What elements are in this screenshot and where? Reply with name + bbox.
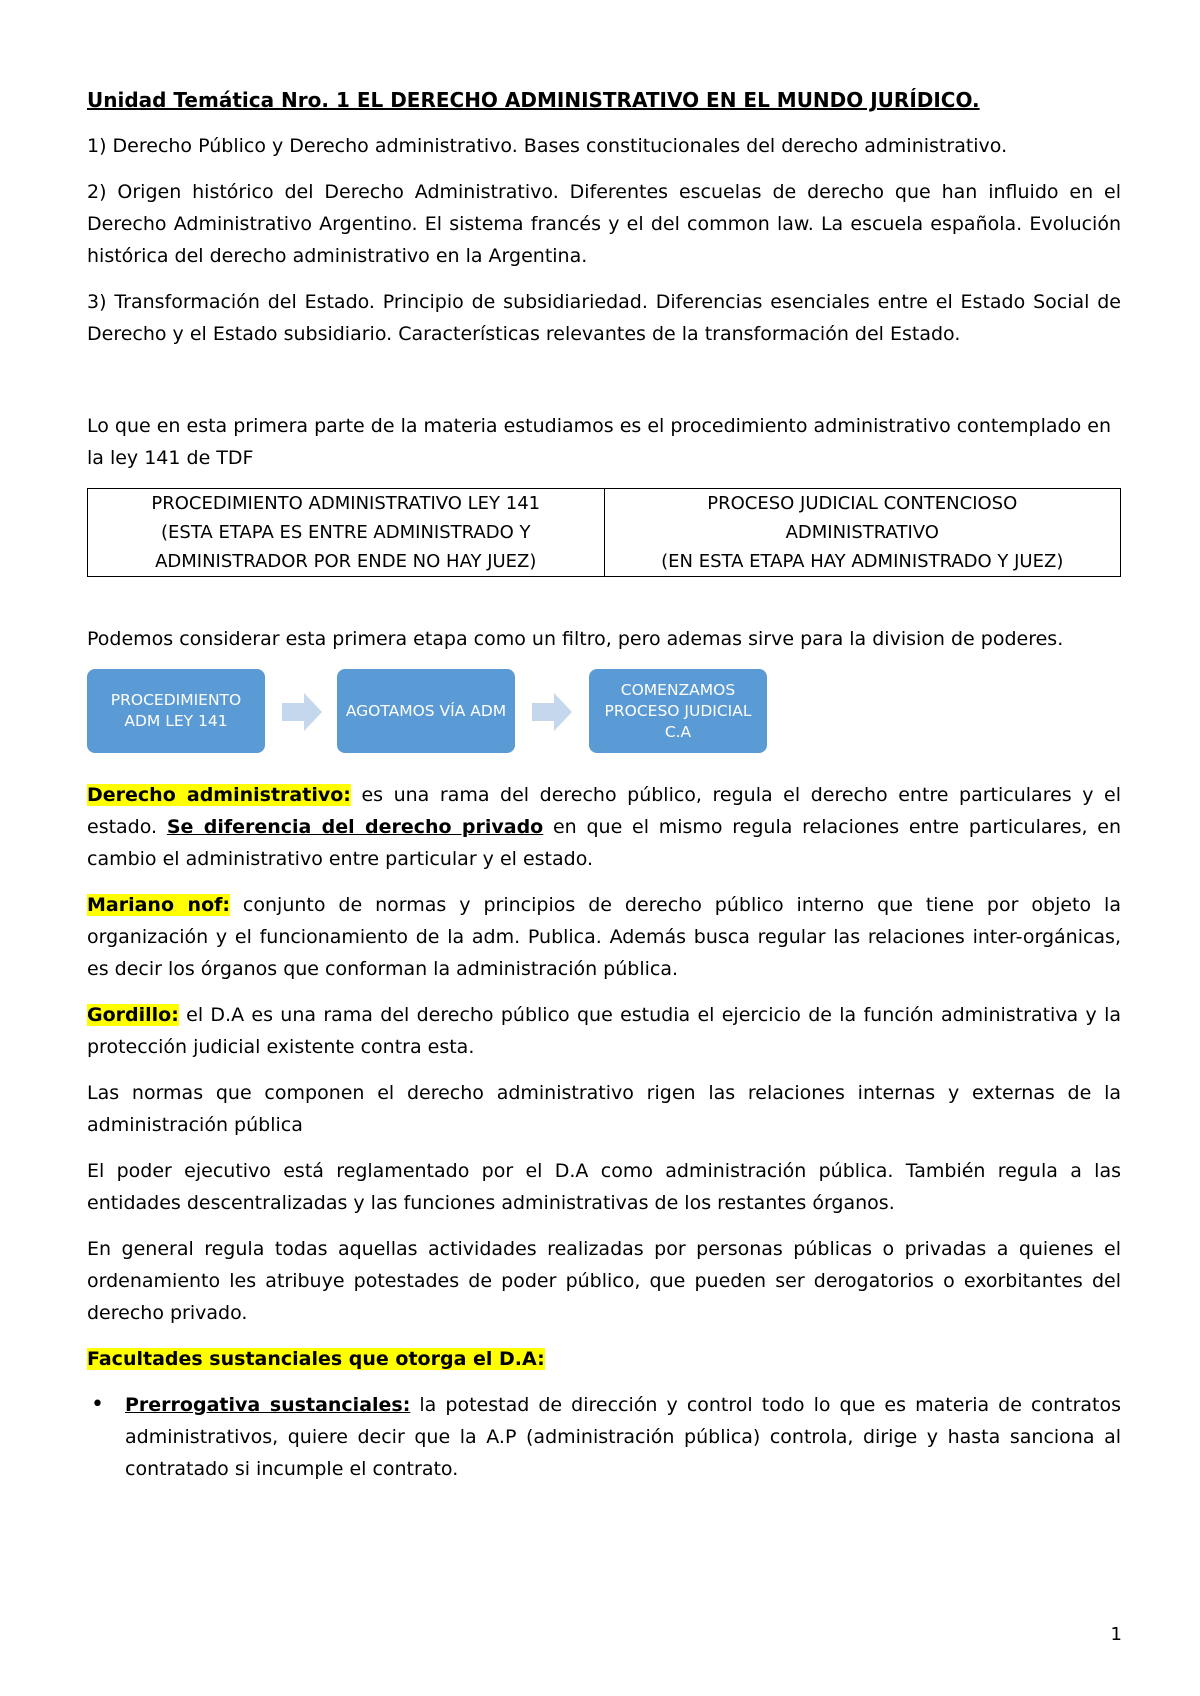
definition-label: Gordillo: [87,1004,179,1026]
bullet-icon: • [91,1392,104,1417]
definition-text: es una rama del derecho público, regula el derecho entre particulares y el estado. [87,784,1122,838]
flow-step-label: PROCEDIMIENTO ADM LEY 141 [110,691,242,730]
definition-text: el D.A es una rama del derecho público que estudia el ejercicio de la función administrativa y la protección judicial existente contra esta. [87,1004,1121,1058]
flow-step-label: COMENZAMOS PROCESO JUDICIAL C.A [604,680,752,741]
definition-mariano-nof [87,889,1121,985]
topic-item-1: 1) Derecho Público y Derecho administrativo. Bases constitucionales del derecho administrativo. [87,135,1008,157]
document-page [87,84,1121,1485]
list-item [91,1389,1121,1485]
table-cell-left [88,489,605,577]
intro-paragraph: Lo que en esta primera parte de la materia estudiamos es el procedimiento administrativo contemplado en la ley 141 de TDF [87,415,1111,469]
cell-line: ADMINISTRATIVO [785,522,939,543]
definition-label: Derecho administrativo: [87,784,351,806]
facultades-heading [87,1343,1121,1375]
cell-line: (EN ESTA ETAPA HAY ADMINISTRADO Y JUEZ) [661,551,1064,572]
facultades-list [87,1389,1121,1485]
paragraph-poder-ejecutivo: El poder ejecutivo está reglamentado por el D.A como administración pública. También regula a las entidades descentralizadas y las funciones administrativas de los restantes órganos. [87,1160,1121,1214]
cell-line: PROCESO JUDICIAL CONTENCIOSO [707,493,1018,514]
right-arrow-icon [282,693,322,731]
page-number: 1 [1110,1624,1122,1645]
comparison-table [87,488,1121,577]
filter-paragraph: Podemos considerar esta primera etapa como un filtro, pero ademas sirve para la division de poderes. [87,628,1064,650]
underlined-phrase: Se diferencia del derecho privado [166,816,544,838]
cell-line: PROCEDIMIENTO ADMINISTRATIVO LEY 141 [151,493,541,514]
bullet-text: la potestad de dirección y control todo lo que es materia de contratos administrativos, quiere decir que la A.P (administración pública) controla, dirige y hasta sanciona al contratado si incumple el contrato. [125,1394,1121,1480]
process-flow-diagram [87,669,1121,753]
unit-title: Unidad Temática Nro. 1 EL DERECHO ADMINISTRATIVO EN EL MUNDO JURÍDICO. [87,88,980,112]
flow-step-2 [337,669,515,753]
flow-step-1 [87,669,265,753]
cell-line: ADMINISTRADOR POR ENDE NO HAY JUEZ) [155,551,537,572]
heading-text: Facultades sustanciales que otorga el D.A: [87,1348,545,1370]
paragraph-normas: Las normas que componen el derecho administrativo rigen las relaciones internas y externas de la administración pública [87,1082,1121,1136]
spacer [87,364,1121,410]
table-cell-right [604,489,1121,577]
right-arrow-icon [532,693,572,731]
definition-text: conjunto de normas y principios de derecho público interno que tiene por objeto la organización y el funcionamiento de la adm. Publica. Además busca regular las relaciones inter-orgánicas, es decir los órganos que conforman la administración pública. [87,894,1121,980]
topic-item-3: 3) Transformación del Estado. Principio de subsidiariedad. Diferencias esenciales entre el Estado Social de Derecho y el Estado subsidiario. Características relevantes de la transformación del Estado. [87,291,1121,345]
definition-text: en que el mismo regula relaciones entre particulares, en cambio el administrativo entre particular y el estado. [87,816,1121,870]
bullet-label: Prerrogativa sustanciales: [125,1394,411,1416]
definition-label: Mariano nof: [87,894,230,916]
cell-line: (ESTA ETAPA ES ENTRE ADMINISTRADO Y [161,522,531,543]
paragraph-general: En general regula todas aquellas actividades realizadas por personas públicas o privadas a quienes el ordenamiento les atribuye potestades de poder público, que pueden ser derogatorios o exorbitantes del derecho privado. [87,1238,1121,1324]
topic-item-2: 2) Origen histórico del Derecho Administrativo. Diferentes escuelas de derecho que han influido en el Derecho Administrativo Argentino. El sistema francés y el del common law. La escuela española. Evolución histórica del derecho administrativo en la Argentina. [87,181,1121,267]
definition-derecho-administrativo [87,779,1121,875]
definition-gordillo [87,999,1121,1063]
flow-step-3 [589,669,767,753]
flow-step-label: AGOTAMOS VÍA ADM [345,701,507,720]
